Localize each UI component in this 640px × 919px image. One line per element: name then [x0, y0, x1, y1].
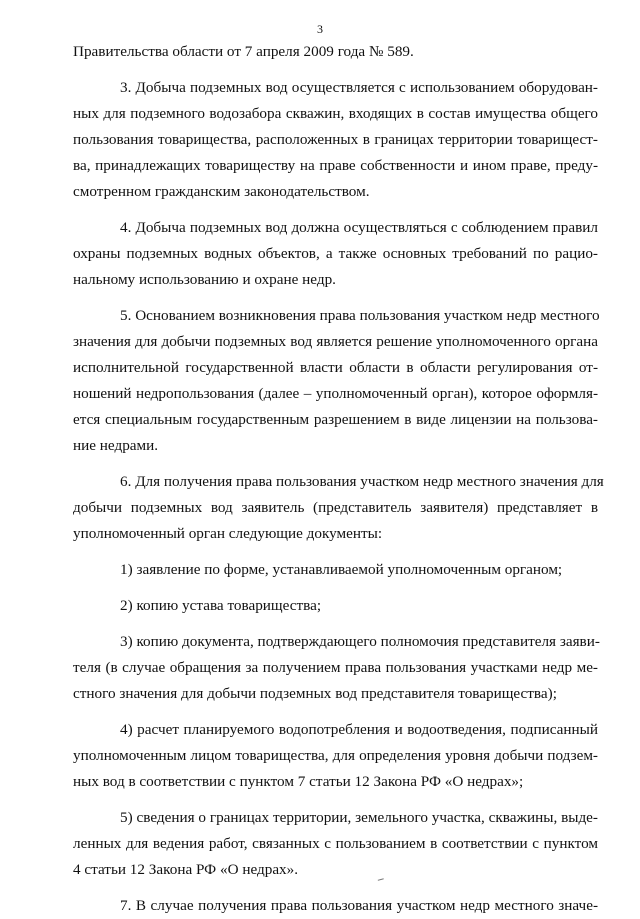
text-line: теля (в случае обращения за получением права пользования участками недр ме-: [73, 659, 598, 676]
list-item-1: [73, 557, 598, 583]
text-line: ных для подземного водозабора скважин, входящих в состав имущества общего: [73, 105, 598, 122]
text-line: смотренном гражданским законодательством.: [73, 183, 370, 200]
text-line: 4) расчет планируемого водопотребления и водоотведения, подписанный: [120, 721, 598, 738]
text-line: 2) копию устава товарищества;: [120, 597, 322, 614]
page-number: 3: [317, 22, 323, 36]
text-line: 7. В случае получения права пользования участком недр местного значе-: [120, 897, 598, 914]
text-line: охраны подземных водных объектов, а также основных требований по рацио-: [73, 245, 598, 262]
text-line: Правительства области от 7 апреля 2009 года № 589.: [73, 43, 414, 60]
paragraph-5: [73, 303, 598, 459]
text-line: добычи подземных вод заявитель (представитель заявителя) представляет в: [73, 499, 598, 516]
text-line: ношений недропользования (далее – уполномоченный орган), которое оформля-: [73, 385, 598, 402]
text-line: 4. Добыча подземных вод должна осуществляться с соблюдением правил: [120, 219, 598, 236]
text-line: ных вод в соответствии с пунктом 7 статьи 12 Закона РФ «О недрах»;: [73, 773, 524, 790]
paragraph-6: [73, 469, 604, 547]
text-line: значения для добычи подземных вод является решение уполномоченного органа: [73, 333, 598, 350]
text-line: 3) копию документа, подтверждающего полномочия представителя заяви-: [120, 633, 600, 650]
text-line: пользования товарищества, расположенных в границах территории товарищест-: [73, 131, 598, 148]
document-body: [73, 39, 604, 919]
text-line: 1) заявление по форме, устанавливаемой уполномоченным органом;: [120, 561, 563, 578]
text-line: ние недрами.: [73, 437, 159, 454]
paragraph-4: [73, 215, 598, 293]
text-line: 6. Для получения права пользования участком недр местного значения для: [120, 473, 604, 490]
list-item-4: [73, 717, 598, 795]
text-line: 4 статьи 12 Закона РФ «О недрах».: [73, 861, 299, 878]
text-line: нальному использованию и охране недр.: [73, 271, 336, 288]
paragraph-3: [73, 75, 598, 205]
paragraph-7: [73, 893, 598, 919]
paragraph-continuation: [73, 39, 598, 65]
text-line: стного значения для добычи подземных вод представителя товарищества);: [73, 685, 557, 702]
text-line: 3. Добыча подземных вод осуществляется с использованием оборудован-: [120, 79, 598, 96]
text-line: исполнительной государственной власти области в области регулирования от-: [73, 359, 598, 376]
text-line: 5) сведения о границах территории, земельного участка, скважины, выде-: [120, 809, 598, 826]
text-line: ва, принадлежащих товариществу на праве собственности и ином праве, преду-: [73, 157, 598, 174]
list-item-5: [73, 805, 598, 883]
text-line: уполномоченный орган следующие документы:: [73, 525, 383, 542]
text-line: ется специальным государственным разрешением в виде лицензии на пользова-: [73, 411, 598, 428]
text-line: уполномоченным лицом товарищества, для определения уровня добычи подзем-: [73, 747, 598, 764]
list-item-2: [73, 593, 598, 619]
list-item-3: [73, 629, 598, 707]
text-line: ленных для ведения работ, связанных с пользованием в соответствии с пунктом: [73, 835, 598, 852]
text-line: 5. Основанием возникновения права пользования участком недр местного: [120, 307, 600, 324]
